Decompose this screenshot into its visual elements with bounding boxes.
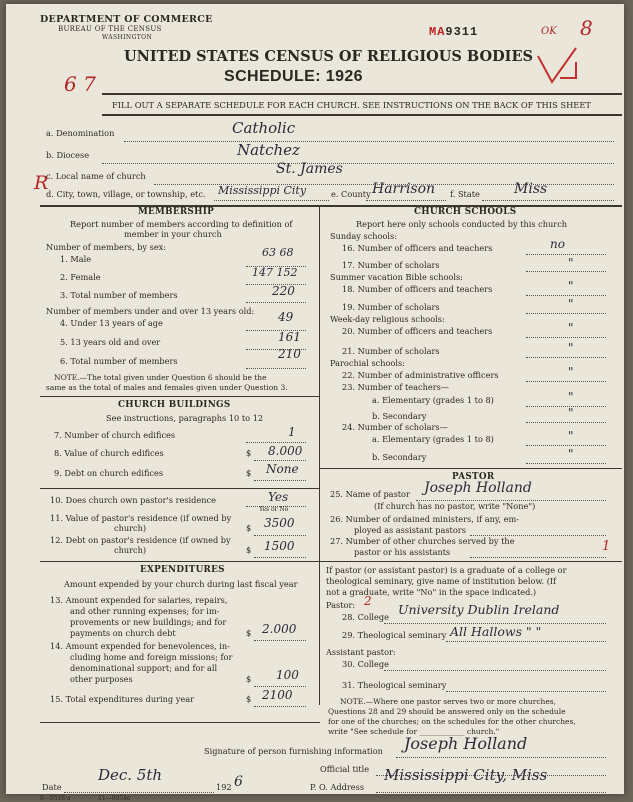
q4-value: 49 xyxy=(278,310,294,324)
red-r-mark: R xyxy=(34,172,49,194)
diocese-value: Natchez xyxy=(237,141,300,159)
red-check-mark xyxy=(532,44,582,90)
q23a-value: " xyxy=(568,390,574,404)
q2-value: 147 152 xyxy=(252,266,298,279)
form-id-2: 11—9054e xyxy=(98,795,131,802)
pastor-note-1: NOTE.—Where one pastor serves two or more churches, xyxy=(340,697,557,706)
q20-label: 20. Number of officers and teachers xyxy=(342,326,493,336)
po-address-value: Mississippi City, Miss xyxy=(384,766,548,784)
q23-label: 23. Number of teachers— xyxy=(342,382,450,392)
membership-heading: MEMBERSHIP xyxy=(138,207,215,217)
q13-value: 2.000 xyxy=(262,622,297,636)
membership-note-2: same as the total of males and females given under Question 3. xyxy=(46,383,288,392)
q26-label-2: ployed as assistant pastors xyxy=(354,525,466,535)
q28-label: 28. College xyxy=(342,612,389,622)
q21-value: " xyxy=(568,341,574,355)
q24b-value: " xyxy=(568,447,574,461)
q1-value: 63 68 xyxy=(262,246,294,259)
graduate-note-2: theological seminary, give name of institution below. (If xyxy=(326,576,557,586)
q15-label: 15. Total expenditures during year xyxy=(50,694,195,704)
pastor-heading: PASTOR xyxy=(452,472,495,482)
q22-label: 22. Number of administrative officers xyxy=(342,370,499,380)
q6-label: 6. Total number of members xyxy=(60,356,178,366)
q2-label: 2. Female xyxy=(60,272,101,282)
q23b-value: " xyxy=(568,406,574,420)
membership-intro-1: Report number of members according to definition of xyxy=(70,219,293,229)
q8-label: 8. Value of church edifices xyxy=(54,448,164,458)
pastor-red-mark: 2 xyxy=(364,594,372,608)
sunday-schools-label: Sunday schools: xyxy=(330,231,398,241)
date-value: Dec. 5th xyxy=(98,766,163,784)
q27-value: 1 xyxy=(602,539,611,554)
year-prefix: 192 xyxy=(216,782,232,792)
q6-value: 210 xyxy=(278,347,301,361)
q24a-value: " xyxy=(568,429,574,443)
q5-value: 161 xyxy=(278,330,301,344)
q14-label-1: 14. Amount expended for benevolences, in- xyxy=(50,641,230,651)
q30-label: 30. College xyxy=(342,659,389,669)
date-label: Date xyxy=(42,782,62,792)
q13-label-4: payments on church debt xyxy=(70,628,176,638)
q19-value: " xyxy=(568,297,574,311)
q25-value: Joseph Holland xyxy=(424,480,532,496)
church-name-value: St. James xyxy=(276,161,343,177)
q24-label: 24. Number of scholars— xyxy=(342,422,448,432)
q19-label: 19. Number of scholars xyxy=(342,302,440,312)
buildings-subheading: See instructions, paragraphs 10 to 12 xyxy=(106,413,264,423)
q13-label-2: and other running expenses; for im- xyxy=(70,606,220,616)
q11-value: 3500 xyxy=(264,516,295,530)
year-value: 6 xyxy=(234,774,243,790)
yes-no-hint: Yes or No xyxy=(259,506,289,513)
form-title: UNITED STATES CENSUS OF RELIGIOUS BODIES xyxy=(124,48,533,65)
weekday-schools-label: Week-day religious schools: xyxy=(330,314,445,324)
county-value: Harrison xyxy=(372,181,436,197)
q11-label-1: 11. Value of pastor's residence (if owned by xyxy=(50,513,232,523)
q3-value: 220 xyxy=(272,284,295,298)
q23a-label: a. Elementary (grades 1 to 8) xyxy=(372,395,494,405)
q10-value: Yes xyxy=(268,490,289,504)
q28-value: University Dublin Ireland xyxy=(398,602,560,617)
q18-value: " xyxy=(568,279,574,293)
q15-value: 2100 xyxy=(262,688,293,702)
summer-schools-label: Summer vacation Bible schools: xyxy=(330,272,463,282)
q5-label: 5. 13 years old and over xyxy=(60,337,161,347)
instruction-line: FILL OUT A SEPARATE SCHEDULE FOR EACH CHURCH. SEE INSTRUCTIONS ON THE BACK OF THIS SHEET xyxy=(112,100,591,110)
membership-note-1: NOTE.—The total given under Question 6 should be the xyxy=(54,373,267,382)
q14-label-4: other purposes xyxy=(70,674,133,684)
bureau-heading: BUREAU OF THE CENSUS xyxy=(58,25,162,33)
expenditures-intro: Amount expended by your church during last fiscal year xyxy=(64,579,298,589)
official-title-label: Official title xyxy=(320,764,370,774)
state-value: Miss xyxy=(514,181,548,197)
q27-label-1: 27. Number of other churches served by the xyxy=(330,536,515,546)
q29-label: 29. Theological seminary xyxy=(342,630,447,640)
under-over-label: Number of members under and over 13 years old: xyxy=(46,306,255,316)
pastor-sub-label: Pastor: xyxy=(326,600,356,610)
q9-dollar: $ xyxy=(246,468,252,478)
q14-value: 100 xyxy=(276,668,299,682)
diocese-label: b. Diocese xyxy=(46,150,90,160)
city-value: Mississippi City xyxy=(218,184,307,197)
q14-label-3: denominational support; and for all xyxy=(70,663,218,673)
q15-dollar: $ xyxy=(246,694,252,704)
schools-intro: Report here only schools conducted by this church xyxy=(356,219,568,229)
q11-dollar: $ xyxy=(246,523,252,533)
q4-label: 4. Under 13 years of age xyxy=(60,318,163,328)
q13-label-3: provements or new buildings; and for xyxy=(70,617,227,627)
q23b-label: b. Secondary xyxy=(372,411,427,421)
q13-label-1: 13. Amount expended for salaries, repairs, xyxy=(50,595,228,605)
church-name-label: c. Local name of church xyxy=(46,171,146,181)
assistant-pastor-label: Assistant pastor: xyxy=(326,647,396,657)
form-id: 8—5518 a xyxy=(40,795,71,802)
q31-label: 31. Theological seminary xyxy=(342,680,447,690)
q17-label: 17. Number of scholars xyxy=(342,260,440,270)
q16-value: no xyxy=(550,237,565,251)
denomination-label: a. Denomination xyxy=(46,128,115,138)
pastor-note-4: write "See schedule for ____________ church." xyxy=(328,727,500,736)
po-address-label: P. O. Address xyxy=(310,782,365,792)
schedule-title: SCHEDULE: 1926 xyxy=(224,68,363,85)
graduate-note-3: not a graduate, write "No" in the space indicated.) xyxy=(326,587,537,597)
q1-label: 1. Male xyxy=(60,254,92,264)
q9-label: 9. Debt on church edifices xyxy=(54,468,164,478)
q20-value: " xyxy=(568,321,574,335)
q26-label-1: 26. Number of ordained ministers, if any, em- xyxy=(330,514,519,524)
q17-value: " xyxy=(568,256,574,270)
signature-label: Signature of person furnishing information xyxy=(204,746,383,756)
pastor-note-3: for one of the churches; on the schedules for the other churches, xyxy=(328,717,576,726)
q14-dollar: $ xyxy=(246,674,252,684)
q22-value: " xyxy=(568,365,574,379)
q25-label: 25. Name of pastor xyxy=(330,489,410,499)
q12-dollar: $ xyxy=(246,545,252,555)
stamp-number: 9311 xyxy=(445,25,479,39)
city-heading: WASHINGTON xyxy=(102,34,153,41)
received-stamp xyxy=(429,25,478,39)
q9-value: None xyxy=(266,462,299,476)
q10-label: 10. Does church own pastor's residence xyxy=(50,495,216,505)
graduate-note-1: If pastor (or assistant pastor) is a graduate of a college or xyxy=(326,565,567,575)
q18-label: 18. Number of officers and teachers xyxy=(342,284,493,294)
stamp-prefix: MA xyxy=(429,25,446,39)
denomination-value: Catholic xyxy=(232,119,296,137)
q13-dollar: $ xyxy=(246,628,252,638)
city-label: d. City, town, village, or township, etc. xyxy=(46,189,206,199)
q12-label-1: 12. Debt on pastor's residence (if owned by xyxy=(50,535,231,545)
q12-label-2: church) xyxy=(114,545,147,555)
q25-note: (If church has no pastor, write "None") xyxy=(374,501,536,511)
expenditures-heading: EXPENDITURES xyxy=(140,565,225,575)
parochial-schools-label: Parochial schools: xyxy=(330,358,405,368)
church-buildings-heading: CHURCH BUILDINGS xyxy=(118,400,231,410)
q12-value: 1500 xyxy=(264,539,295,553)
membership-intro-2: member in your church xyxy=(124,229,222,239)
census-form-page xyxy=(6,4,624,802)
q8-dollar: $ xyxy=(246,448,252,458)
signature-value: Joseph Holland xyxy=(404,734,528,753)
q27-label-2: pastor or his assistants xyxy=(354,547,451,557)
q21-label: 21. Number of scholars xyxy=(342,346,440,356)
department-heading: DEPARTMENT OF COMMERCE xyxy=(40,14,213,25)
state-label: f. State xyxy=(450,189,480,199)
q7-value: 1 xyxy=(288,425,296,439)
q14-label-2: cluding home and foreign missions; for xyxy=(70,652,233,662)
q7-label: 7. Number of church edifices xyxy=(54,430,176,440)
church-schools-heading: CHURCH SCHOOLS xyxy=(414,207,517,217)
members-by-sex-label: Number of members, by sex: xyxy=(46,242,167,252)
page-mark-67: 6 7 xyxy=(64,72,96,96)
page-mark-8: 8 xyxy=(580,16,593,40)
q24b-label: b. Secondary xyxy=(372,452,427,462)
q8-value: 8.000 xyxy=(268,444,303,458)
pastor-note-2: Questions 28 and 29 should be answered only on the schedule xyxy=(328,707,566,716)
q16-label: 16. Number of officers and teachers xyxy=(342,243,493,253)
q3-label: 3. Total number of members xyxy=(60,290,178,300)
ok-mark: OK xyxy=(541,26,557,37)
q11-label-2: church) xyxy=(114,523,147,533)
county-label: e. County xyxy=(331,189,371,199)
q24a-label: a. Elementary (grades 1 to 8) xyxy=(372,434,494,444)
q29-value: All Hallows " " xyxy=(450,624,542,639)
